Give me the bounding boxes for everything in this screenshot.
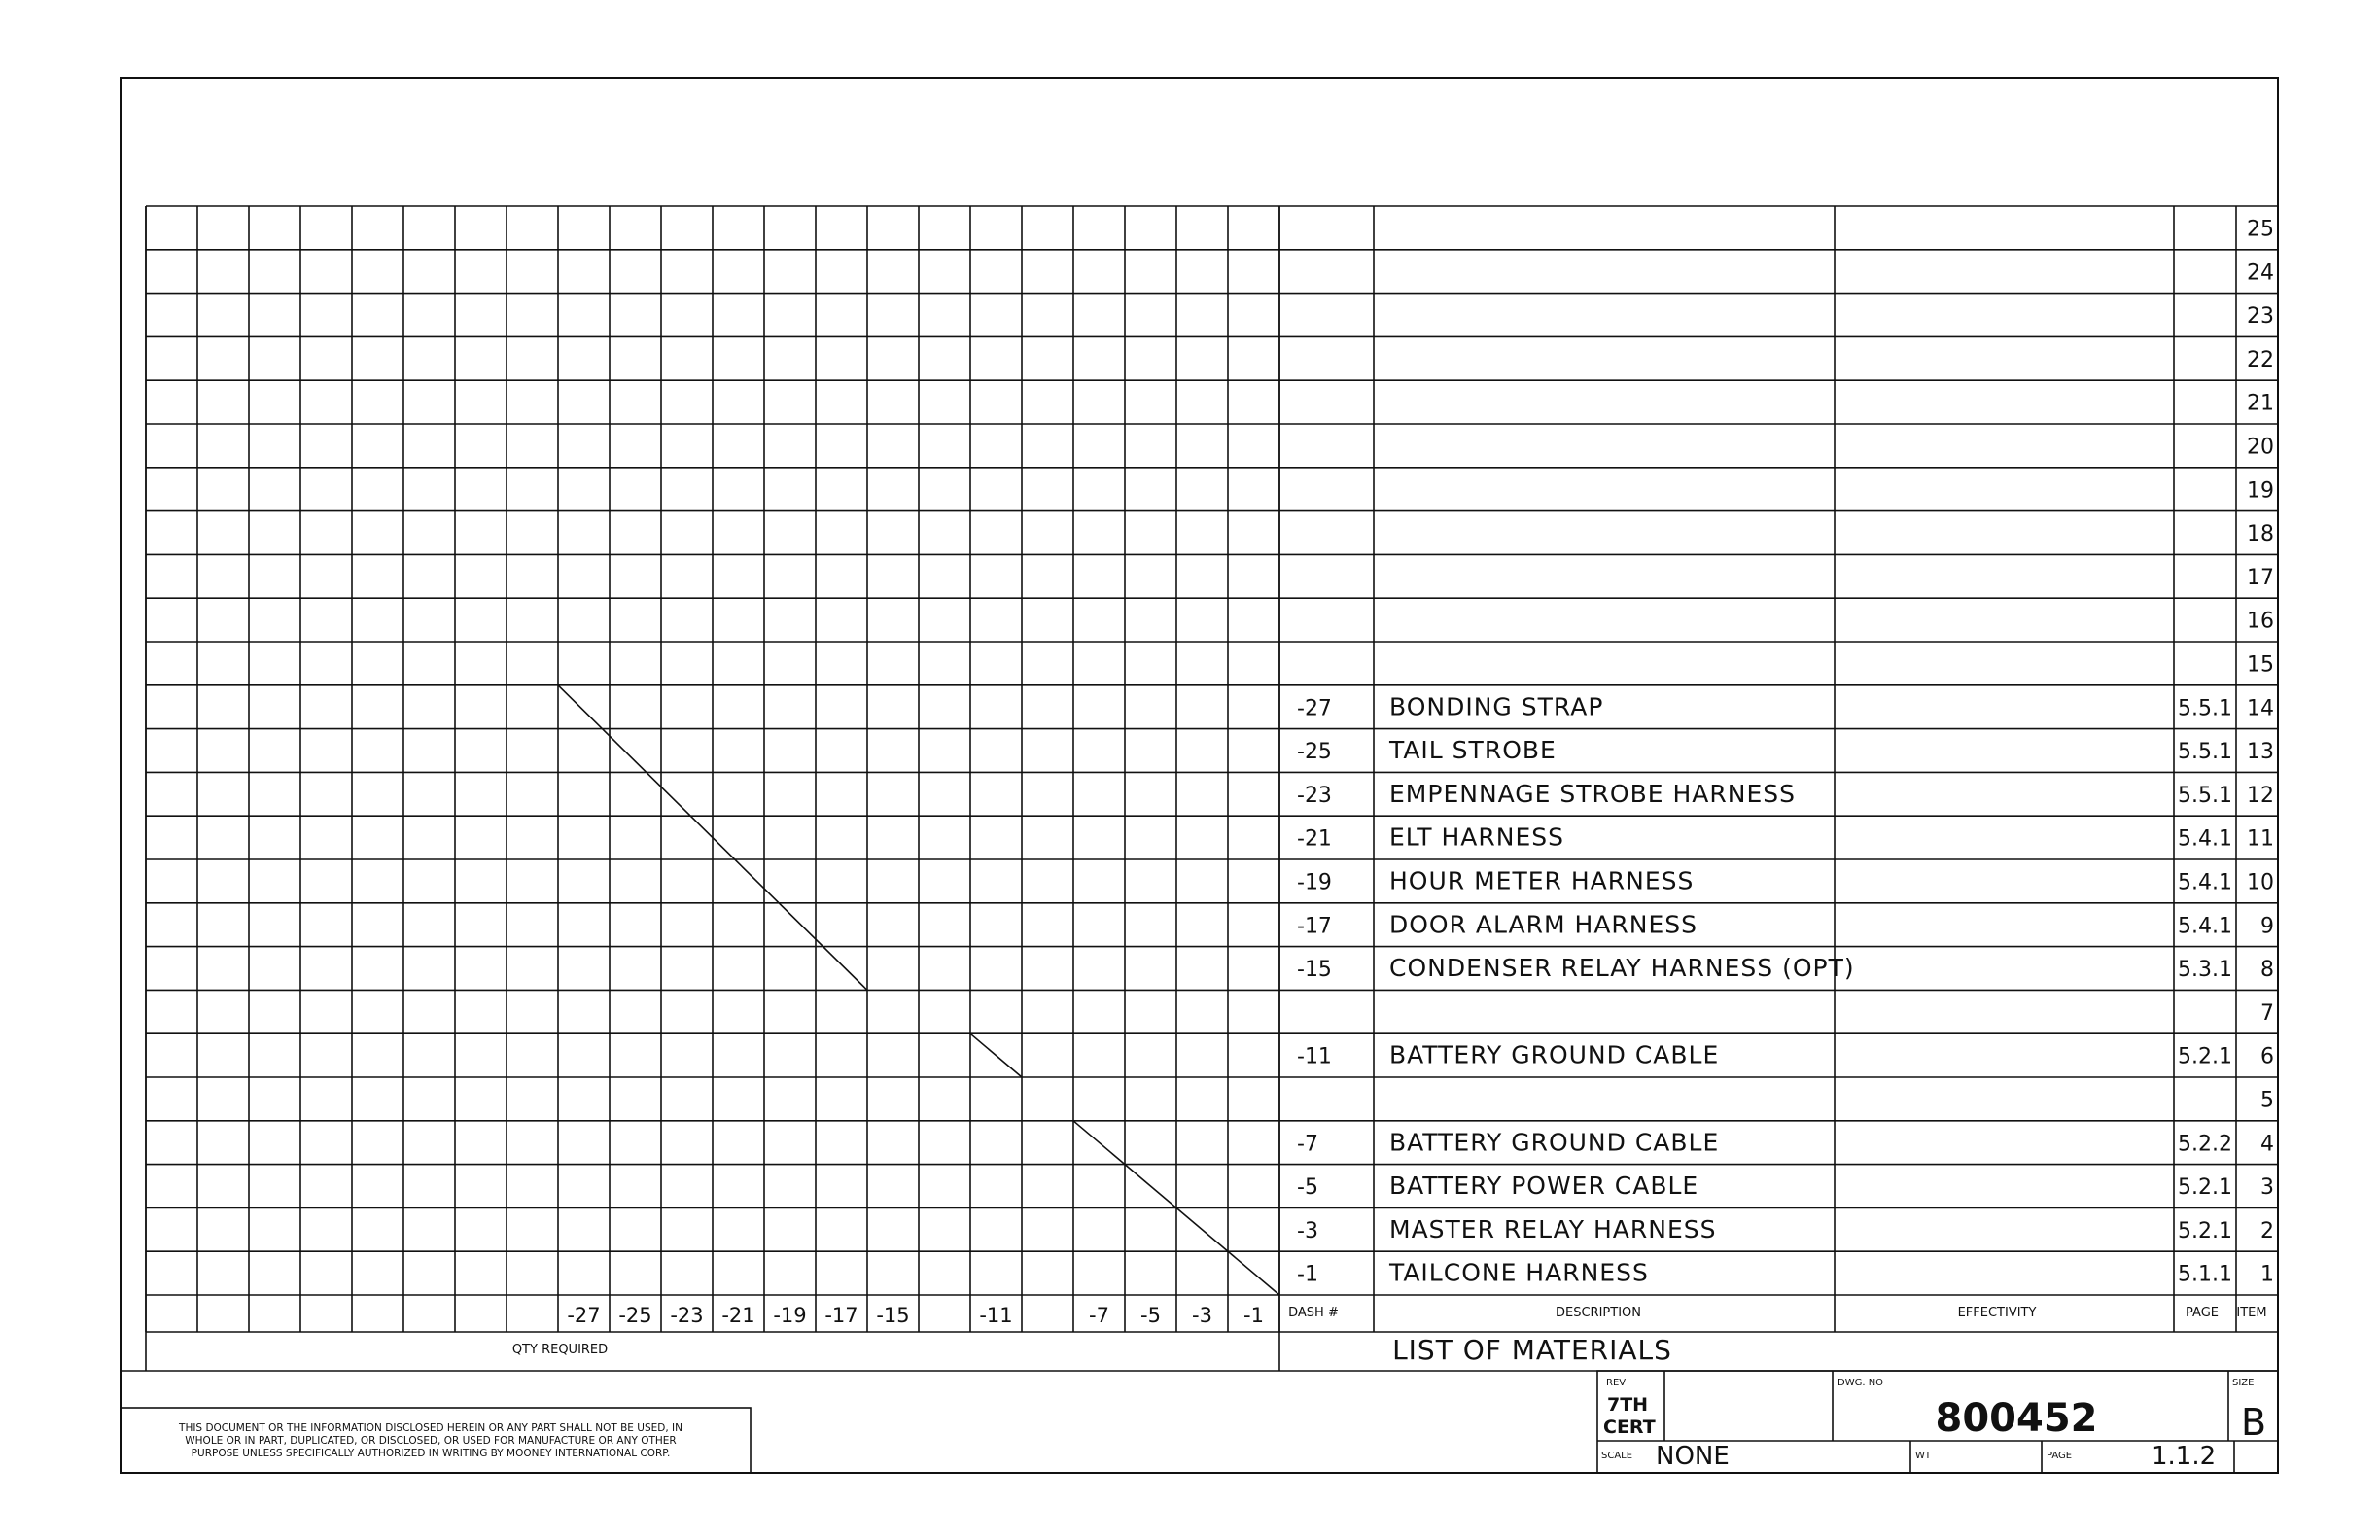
item-number: 1 [2260, 1262, 2274, 1287]
qty-dash-label: -27 [567, 1304, 601, 1327]
dash-number: -27 [1297, 696, 1332, 721]
dash-number: -7 [1297, 1132, 1318, 1157]
notice-line-1: THIS DOCUMENT OR THE INFORMATION DISCLOSED HEREIN OR ANY PART SHALL NOT BE USED, IN [179, 1422, 682, 1434]
page-ref: 5.4.1 [2178, 870, 2232, 895]
page-ref: 5.1.1 [2178, 1262, 2232, 1287]
page-ref: 5.2.1 [2178, 1218, 2232, 1243]
item-number: 25 [2247, 217, 2274, 242]
description-text: HOUR METER HARNESS [1389, 866, 1695, 895]
item-number: 18 [2247, 522, 2274, 547]
item-number: 5 [2260, 1088, 2274, 1113]
item-number: 21 [2247, 391, 2274, 416]
item-number: 15 [2247, 652, 2274, 678]
dwg-no-label: DWG. NO [1838, 1378, 1884, 1388]
outer-border [121, 78, 2278, 1473]
effectivity-header: EFFECTIVITY [1957, 1306, 2037, 1320]
description-text: MASTER RELAY HARNESS [1389, 1214, 1717, 1243]
dash-number: -23 [1297, 783, 1332, 808]
grid-lines [121, 78, 2278, 1473]
materials-rows [1297, 217, 2274, 1286]
item-number: 11 [2247, 826, 2274, 852]
description-header: DESCRIPTION [1556, 1306, 1641, 1320]
qty-dash-label: -25 [618, 1304, 652, 1327]
description-text: BATTERY POWER CABLE [1389, 1172, 1699, 1201]
dash-number: -25 [1297, 740, 1332, 765]
page-ref: 5.5.1 [2178, 740, 2232, 765]
item-number: 4 [2260, 1132, 2274, 1157]
size-label: SIZE [2232, 1378, 2255, 1388]
item-number: 20 [2247, 435, 2274, 460]
page-ref: 5.5.1 [2178, 696, 2232, 721]
description-text: TAIL STROBE [1389, 736, 1557, 765]
notice-line-3: PURPOSE UNLESS SPECIFICALLY AUTHORIZED IN WRITING BY MOONEY INTERNATIONAL CORP. [191, 1448, 671, 1459]
page-header: PAGE [2186, 1306, 2219, 1320]
item-number: 3 [2260, 1175, 2274, 1201]
item-header: ITEM [2236, 1306, 2267, 1320]
qty-dash-label: -5 [1140, 1304, 1161, 1327]
item-number: 17 [2247, 565, 2274, 590]
qty-dash-label: -3 [1192, 1304, 1212, 1327]
scale-label: SCALE [1601, 1451, 1633, 1461]
rev-value-line1: 7TH [1607, 1394, 1649, 1416]
qty-dash-label: -7 [1089, 1304, 1109, 1327]
description-text: TAILCONE HARNESS [1389, 1258, 1649, 1287]
page-ref: 5.2.2 [2178, 1132, 2232, 1157]
item-number: 8 [2260, 958, 2274, 983]
description-text: BONDING STRAP [1389, 692, 1604, 721]
item-number: 23 [2247, 304, 2274, 330]
page-ref: 5.4.1 [2178, 914, 2232, 939]
description-text: CONDENSER RELAY HARNESS (OPT) [1389, 954, 1855, 983]
item-number: 22 [2247, 347, 2274, 372]
description-text: EMPENNAGE STROBE HARNESS [1389, 779, 1797, 808]
dash-header: DASH # [1288, 1306, 1339, 1320]
dash-number: -19 [1297, 870, 1332, 895]
qty-required-label: QTY REQUIRED [511, 1343, 609, 1357]
notice-line-2: WHOLE OR IN PART, DUPLICATED, OR DISCLOSED, OR USED FOR MANUFACTURE OR ANY OTHER [185, 1435, 677, 1447]
qty-dash-label: -11 [979, 1304, 1013, 1327]
dash-number: -17 [1297, 914, 1332, 939]
item-number: 16 [2247, 609, 2274, 634]
item-number: 14 [2247, 696, 2274, 721]
wt-label: WT [1915, 1451, 1931, 1461]
item-number: 13 [2247, 740, 2274, 765]
dash-number: -15 [1297, 958, 1332, 983]
rev-value-line2: CERT [1603, 1417, 1656, 1438]
item-number: 9 [2260, 914, 2274, 939]
item-number: 10 [2247, 870, 2274, 895]
item-number: 6 [2260, 1044, 2274, 1069]
description-text: DOOR ALARM HARNESS [1389, 910, 1698, 939]
page-ref: 5.5.1 [2178, 783, 2232, 808]
page-ref: 5.4.1 [2178, 826, 2232, 852]
dash-number: -1 [1297, 1262, 1318, 1287]
scale-value: NONE [1656, 1442, 1730, 1471]
qty-dash-label: -17 [824, 1304, 858, 1327]
qty-dash-label: -19 [773, 1304, 807, 1327]
item-number: 2 [2260, 1218, 2274, 1243]
qty-dash-label: -1 [1243, 1304, 1264, 1327]
dwg-no: 800452 [1935, 1396, 2098, 1441]
proprietary-notice [178, 1422, 682, 1459]
dash-number: -5 [1297, 1175, 1318, 1201]
qty-dash-label: -15 [876, 1304, 910, 1327]
page-ref: 5.3.1 [2178, 958, 2232, 983]
page-ref: 5.2.1 [2178, 1175, 2232, 1201]
page-value: 1.1.2 [2152, 1442, 2217, 1471]
item-number: 12 [2247, 783, 2274, 808]
list-title: LIST OF MATERIALS [1392, 1334, 1672, 1366]
item-number: 7 [2260, 1000, 2274, 1026]
size-value: B [2240, 1401, 2267, 1444]
item-number: 19 [2247, 478, 2274, 504]
page-ref: 5.2.1 [2178, 1044, 2232, 1069]
description-text: ELT HARNESS [1389, 822, 1565, 852]
qty-dash-header [567, 1304, 1264, 1327]
qty-dash-label: -23 [670, 1304, 704, 1327]
dash-number: -21 [1297, 826, 1332, 852]
page-label: PAGE [2047, 1451, 2073, 1461]
qty-dash-label: -21 [721, 1304, 755, 1327]
dash-number: -11 [1297, 1044, 1332, 1069]
description-text: BATTERY GROUND CABLE [1389, 1040, 1720, 1069]
description-text: BATTERY GROUND CABLE [1389, 1128, 1720, 1157]
qty-diagonal-line [970, 1033, 1022, 1077]
dash-number: -3 [1297, 1218, 1318, 1243]
rev-label: REV [1606, 1378, 1627, 1388]
item-number: 24 [2247, 261, 2274, 286]
